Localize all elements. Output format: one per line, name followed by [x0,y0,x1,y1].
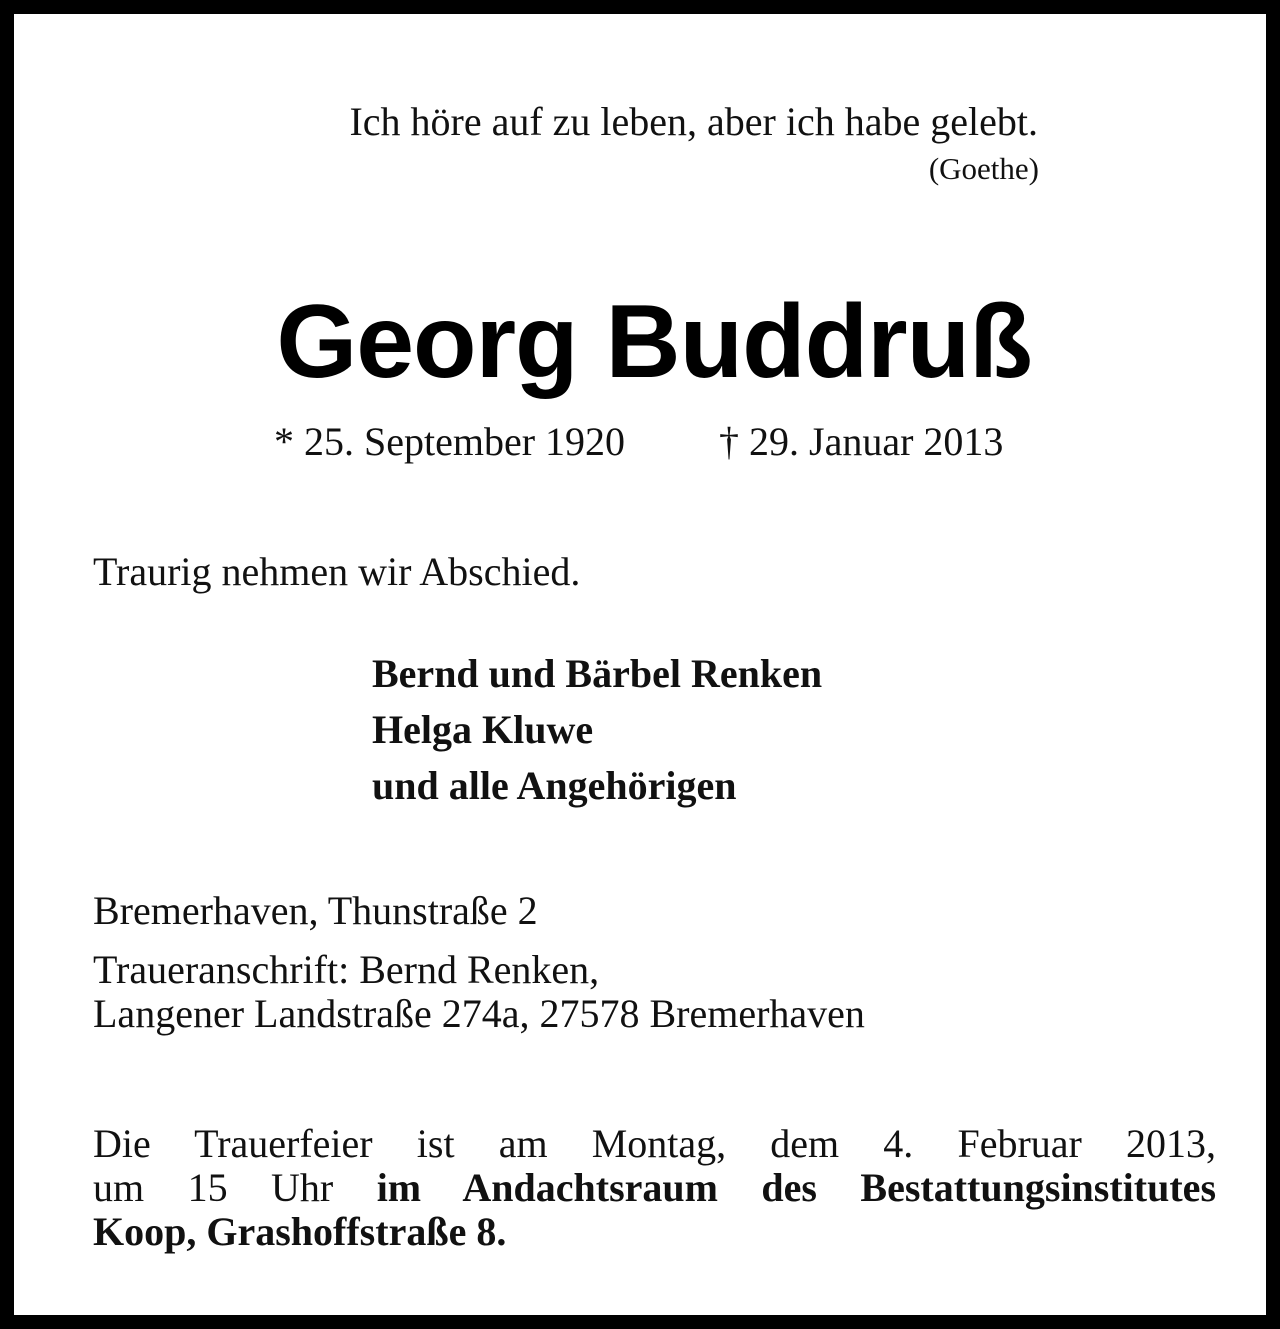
mourning-address [93,948,865,1036]
quote-author: (Goethe) [928,151,1039,186]
ceremony-notice [93,1122,1216,1254]
ceremony-line1: Die Trauerfeier ist am Montag, dem 4. Februar 2013, [93,1122,1216,1166]
ceremony-line3 [93,1210,1216,1254]
farewell-text: Traurig nehmen wir Abschied. [93,549,581,594]
residence-address: Bremerhaven, Thunstraße 2 [93,888,538,933]
deceased-name: Georg Buddruß [276,284,1032,400]
mourning-address-line2: Langener Landstraße 274a, 27578 Bremerhaven [93,991,865,1036]
mourning-address-line1: Traueranschrift: Bernd Renken, [93,947,600,992]
mourner-line: Helga Kluwe [372,707,594,752]
mourner-line: und alle Angehörigen [372,763,737,808]
quote-text: Ich höre auf zu leben, aber ich habe gelebt. [349,99,1038,144]
mourners-list [372,646,822,814]
ceremony-venue: Koop, Grashoffstraße 8. [93,1210,507,1254]
mourner-line: Bernd und Bärbel Renken [372,651,823,696]
death-date: † 29. Januar 2013 [719,419,1004,464]
birth-date: * 25. September 1920 [274,419,626,464]
ceremony-time: um 15 Uhr [93,1166,334,1210]
ceremony-location: im Andachtsraum des Bestattungsinstitutes [376,1166,1216,1210]
ceremony-line2 [93,1166,1216,1210]
